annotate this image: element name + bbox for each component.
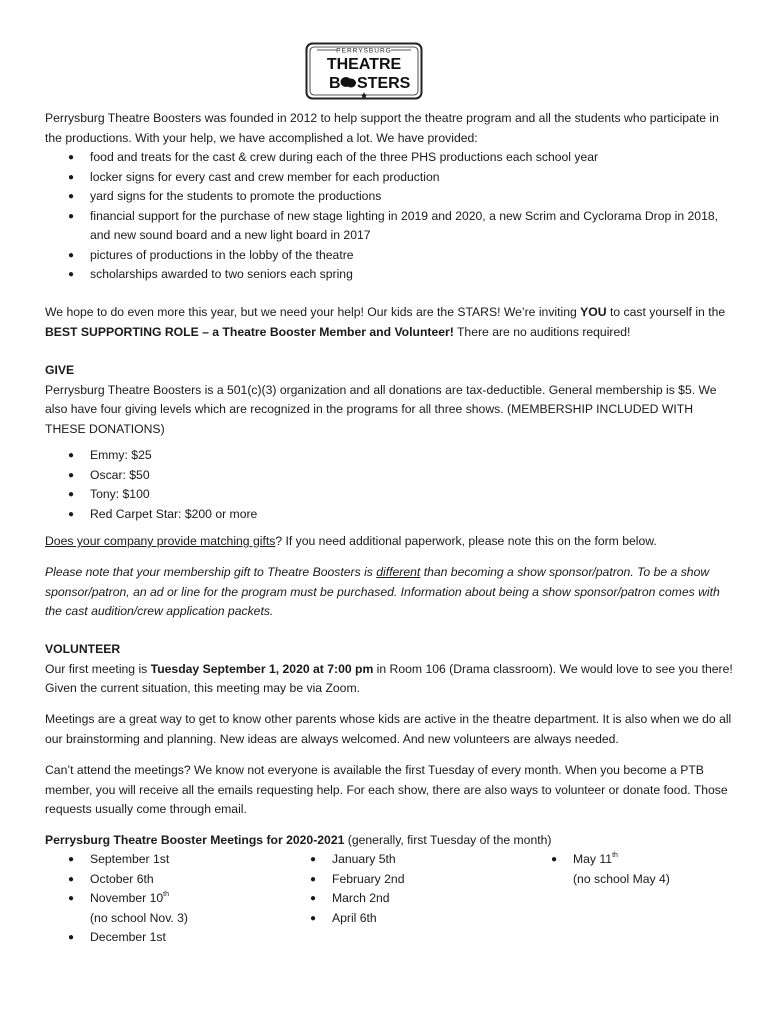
logo-line2-a: B	[329, 75, 341, 92]
list-item: ● September 1st	[45, 850, 295, 870]
meetings-column-3	[528, 850, 728, 889]
meeting-date: Tuesday September 1, 2020 at 7:00 pm	[150, 661, 374, 676]
list-item: ● Oscar: $50	[45, 466, 735, 486]
list-item: ● February 2nd	[287, 870, 517, 890]
logo-line2-b: STERS	[357, 75, 411, 92]
provided-list	[45, 148, 735, 285]
list-item: ● locker signs for every cast and crew member for each production	[45, 168, 735, 188]
intro-text: Perrysburg Theatre Boosters was founded in 2012 to help support the theatre program and all the students who participate in the productions. With your help, we have accomplished a lot. We have provided:	[45, 111, 719, 145]
meetings-schedule-heading	[45, 831, 735, 851]
list-item	[45, 889, 295, 909]
give-heading: GIVE	[45, 363, 75, 377]
giving-levels	[45, 446, 735, 524]
membership-note	[45, 563, 735, 622]
cant-attend-text: Can’t attend the meetings? We know not everyone is available the first Tuesday of every month. When you become a PTB member, you will receive all the emails requesting help. For each show, there are also ways to volunteer or donate food. Those requests usually come through email.	[45, 763, 728, 816]
hope-paragraph	[45, 303, 735, 342]
list-item: ● January 5th	[287, 850, 517, 870]
theatre-boosters-logo	[305, 42, 423, 100]
volunteer-section	[45, 640, 735, 699]
meeting-text-1: Our first meeting is	[45, 661, 151, 676]
list-item: ● March 2nd	[287, 889, 517, 909]
list-item: ● yard signs for the students to promote the productions	[45, 187, 735, 207]
matching-gifts-text: ? If you need additional paperwork, please note this on the form below.	[275, 534, 657, 548]
hope-you: YOU	[580, 305, 607, 319]
date-suffix: th	[163, 891, 170, 898]
list-item: ● pictures of productions in the lobby of the theatre	[45, 246, 735, 266]
date-suffix: th	[612, 852, 618, 859]
give-text: Perrysburg Theatre Boosters is a 501(c)(3) organization and all donations are tax-deductible. General membership is $5. We also have four giving levels which are recognized in the programs for all three shows. (MEMBERSHIP INCLUDED WITH THESE DONATIONS)	[45, 382, 717, 436]
date-note: (no school Nov. 3)	[90, 910, 188, 925]
schedule-heading-note: (generally, first Tuesday of the month)	[344, 833, 552, 847]
hope-role: BEST SUPPORTING ROLE – a Theatre Booster Member and Volunteer!	[45, 324, 454, 339]
matching-gifts-link[interactable]: Does your company provide matching gifts	[45, 534, 276, 548]
note-text-2: than becoming a show sponsor/patron. To be a show sponsor/patron, an ad or line for the program must be purchased. Information about being a show sponsor/patron comes with the cast audition/crew application packets.	[45, 565, 720, 618]
cant-attend-paragraph	[45, 761, 735, 820]
intro-section	[45, 109, 735, 285]
schedule-heading: Perrysburg Theatre Booster Meetings for 2020-2021	[45, 833, 345, 847]
list-item: ● Tony: $100	[45, 485, 735, 505]
meeting-text-2: in Room 106 (Drama classroom). We would love to see you there! Given the current situation, this meeting may be via Zoom.	[45, 661, 733, 695]
logo-line1: THEATRE	[326, 56, 402, 73]
meetings-paragraph	[45, 710, 735, 749]
list-item: ● scholarships awarded to two seniors each spring	[45, 265, 735, 285]
note-text-1: Please note that your membership gift to Theatre Boosters is	[45, 565, 377, 579]
hope-text-1: We hope to do even more this year, but we need your help! Our kids are the STARS! We’re inviting	[45, 305, 581, 319]
list-item: ● Emmy: $25	[45, 446, 735, 466]
date-text: May 11	[573, 852, 613, 866]
list-item: ● financial support for the purchase of new stage lighting in 2019 and 2020, a new Scrim and Cyclorama Drop in 2018, and new sound board and a new light board in 2017	[45, 207, 735, 246]
list-item	[528, 850, 728, 870]
list-item: ● October 6th	[45, 870, 295, 890]
logo-top-text: PERRYSBURG	[336, 47, 392, 55]
hope-text-3: There are no auditions required!	[453, 324, 631, 339]
list-item: ● Red Carpet Star: $200 or more	[45, 505, 735, 525]
note-different: different	[376, 565, 421, 579]
date-note: (no school May 4)	[573, 871, 670, 886]
list-item: ● December 1st	[45, 928, 295, 948]
meetings-column-1	[45, 850, 295, 948]
meetings-column-2	[287, 850, 517, 928]
list-item: ● food and treats for the cast & crew during each of the three PHS productions each school year	[45, 148, 735, 168]
date-text: November 10	[90, 891, 164, 905]
volunteer-heading: VOLUNTEER	[45, 642, 121, 656]
hope-text-2: to cast yourself in the	[606, 305, 726, 319]
list-item: ● April 6th	[287, 909, 517, 929]
give-section	[45, 361, 735, 439]
matching-gifts-paragraph	[45, 532, 735, 552]
meetings-text: Meetings are a great way to get to know other parents whose kids are active in the theatre department. It is also when we do all our brainstorming and planning. New ideas are always welcomed. And new volunteers are always needed.	[45, 712, 732, 746]
